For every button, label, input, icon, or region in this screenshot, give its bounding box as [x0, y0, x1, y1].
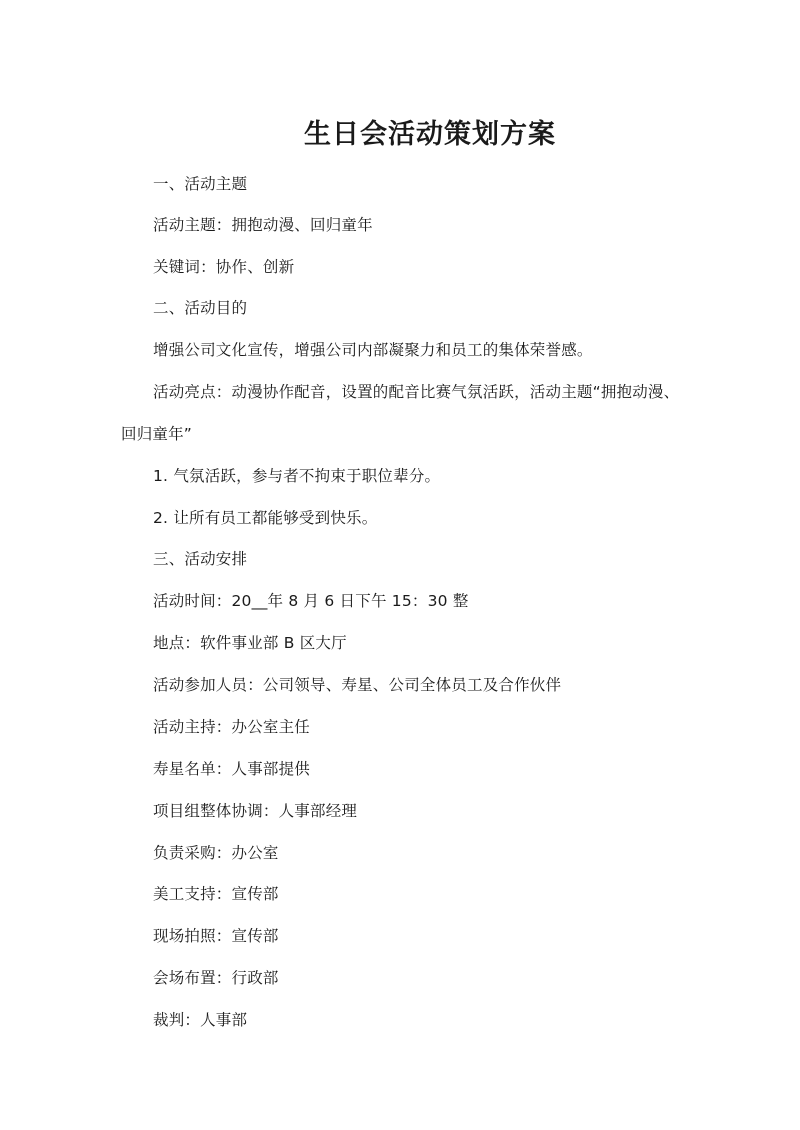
paragraph-highlights: 活动亮点：动漫协作配音，设置的配音比赛气氛活跃，活动主题“拥抱动漫、 — [153, 383, 680, 401]
section-heading-theme: 一、活动主题 — [153, 175, 248, 193]
paragraph-venue-setup: 会场布置：行政部 — [153, 969, 279, 987]
section-heading-arrangement: 三、活动安排 — [153, 550, 248, 568]
document-title: 生日会活动策划方案 — [304, 119, 556, 150]
paragraph-location: 地点：软件事业部 B 区大厅 — [153, 634, 347, 652]
list-item-2: 2. 让所有员工都能够受到快乐。 — [153, 509, 378, 527]
paragraph-highlights-continued: 回归童年” — [121, 425, 193, 443]
paragraph-photography: 现场拍照：宣传部 — [153, 927, 279, 945]
paragraph-participants: 活动参加人员：公司领导、寿星、公司全体员工及合作伙伴 — [153, 676, 562, 694]
paragraph-coordination: 项目组整体协调：人事部经理 — [153, 802, 358, 820]
paragraph-judge: 裁判：人事部 — [153, 1011, 248, 1029]
paragraph-time: 活动时间：20__年 8 月 6 日下午 15：30 整 — [153, 592, 469, 610]
paragraph-purpose: 增强公司文化宣传，增强公司内部凝聚力和员工的集体荣誉感。 — [153, 341, 593, 359]
paragraph-theme: 活动主题：拥抱动漫、回归童年 — [153, 216, 373, 234]
paragraph-host: 活动主持：办公室主任 — [153, 718, 311, 736]
paragraph-purchasing: 负责采购：办公室 — [153, 844, 279, 862]
section-heading-purpose: 二、活动目的 — [153, 299, 248, 317]
list-item-1: 1. 气氛活跃，参与者不拘束于职位辈分。 — [153, 467, 441, 485]
paragraph-keywords: 关键词：协作、创新 — [153, 258, 295, 276]
paragraph-art-support: 美工支持：宣传部 — [153, 885, 279, 903]
paragraph-birthday-list: 寿星名单：人事部提供 — [153, 760, 311, 778]
